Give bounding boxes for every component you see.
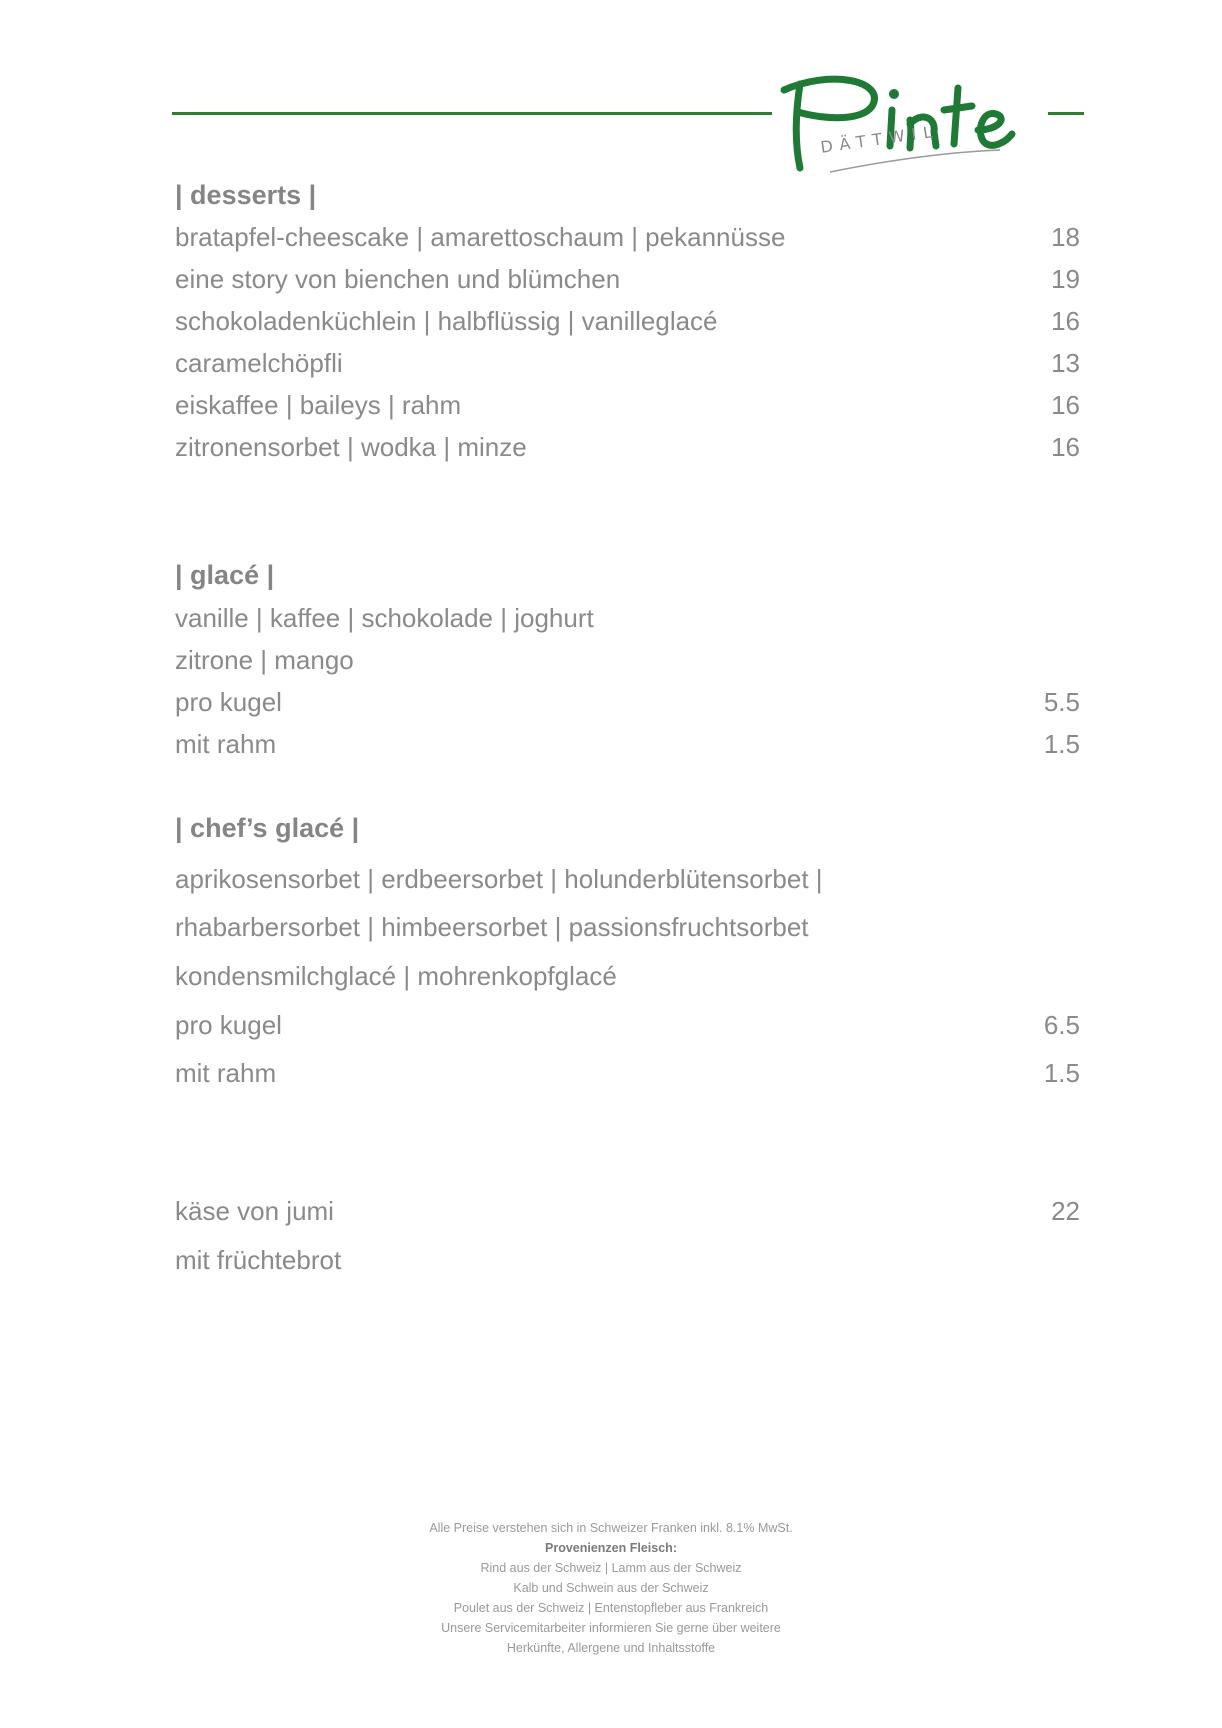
menu-item-name: kondensmilchglacé | mohrenkopfglacé [175,961,617,991]
menu-item-row [175,912,1080,952]
menu-item-name: pro kugel [175,1010,282,1040]
menu-item-row [175,603,1080,643]
menu-item-row [175,864,1080,904]
menu-item-name: vanille | kaffee | schokolade | joghurt [175,603,594,633]
menu-item-row [175,390,1080,430]
menu-item-price: 16 [1051,432,1080,462]
footer-line: Provenienzen Fleisch: [545,1541,677,1555]
menu-item-name: aprikosensorbet | erdbeersorbet | holunderblütensorbet | [175,864,823,894]
menu-item-name: pro kugel [175,687,282,717]
menu-item-price: 22 [1051,1196,1080,1226]
menu-item-name: zitronensorbet | wodka | minze [175,432,527,462]
section-heading-desserts: | desserts | [175,180,317,210]
menu-item-row [175,348,1080,388]
menu-item-name: schokoladenküchlein | halbflüssig | vanilleglacé [175,306,718,336]
menu-item-price: 1.5 [1043,729,1080,759]
header-rule-right [1048,112,1084,115]
section-heading-chefs-glace: | chef’s glacé | [175,813,360,843]
menu-item-name: mit rahm [175,1058,277,1088]
menu-item-row [175,264,1080,304]
menu-item-row [175,1196,1080,1236]
menu-item-price: 18 [1051,222,1080,252]
menu-item-name: eiskaffee | baileys | rahm [175,390,462,420]
menu-item-name: käse von jumi [175,1196,334,1226]
menu-item-name: mit früchtebrot [175,1245,342,1275]
footer-line: Rind aus der Schweiz | Lamm aus der Schweiz [480,1561,742,1575]
menu-item-row [175,1245,1080,1285]
menu-item-row [175,306,1080,346]
menu-item-price: 6.5 [1043,1010,1080,1040]
section-heading-glace: | glacé | [175,560,275,590]
footer-line: Unsere Servicemitarbeiter informieren Sie gerne über weitere [441,1621,781,1635]
footer-line: Kalb und Schwein aus der Schweiz [513,1581,709,1595]
menu-item-row [175,432,1080,472]
logo-location: DÄTTWIL [819,121,941,157]
menu-item-name: mit rahm [175,729,277,759]
footer-notes [361,1518,861,1658]
menu-item-price: 1.5 [1043,1058,1080,1088]
menu-item-price: 16 [1051,306,1080,336]
menu-item-row [175,687,1080,727]
menu-item-price: 16 [1051,390,1080,420]
menu-item-price: 5.5 [1043,687,1080,717]
menu-item-name: eine story von bienchen und blümchen [175,264,621,294]
menu-item-row [175,961,1080,1001]
menu-item-row [175,1010,1080,1050]
menu-item-name: rhabarbersorbet | himbeersorbet | passionsfruchtsorbet [175,912,809,942]
menu-item-row [175,645,1080,685]
menu-item-name: caramelchöpfli [175,348,343,378]
menu-item-price: 19 [1051,264,1080,294]
menu-item-row [175,729,1080,769]
menu-item-price: 13 [1051,348,1080,378]
header-rule-left [172,112,772,115]
menu-item-row [175,1058,1080,1098]
menu-item-name: zitrone | mango [175,645,354,675]
menu-item-name: bratapfel-cheescake | amarettoschaum | pekannüsse [175,222,786,252]
footer-line: Alle Preise verstehen sich in Schweizer Franken inkl. 8.1% MwSt. [429,1521,793,1535]
pinte-logo [770,60,1050,195]
menu-item-row [175,222,1080,262]
footer-line: Poulet aus der Schweiz | Entenstopfleber aus Frankreich [453,1601,769,1615]
footer-line: Herkünfte, Allergene und Inhaltsstoffe [506,1641,716,1655]
